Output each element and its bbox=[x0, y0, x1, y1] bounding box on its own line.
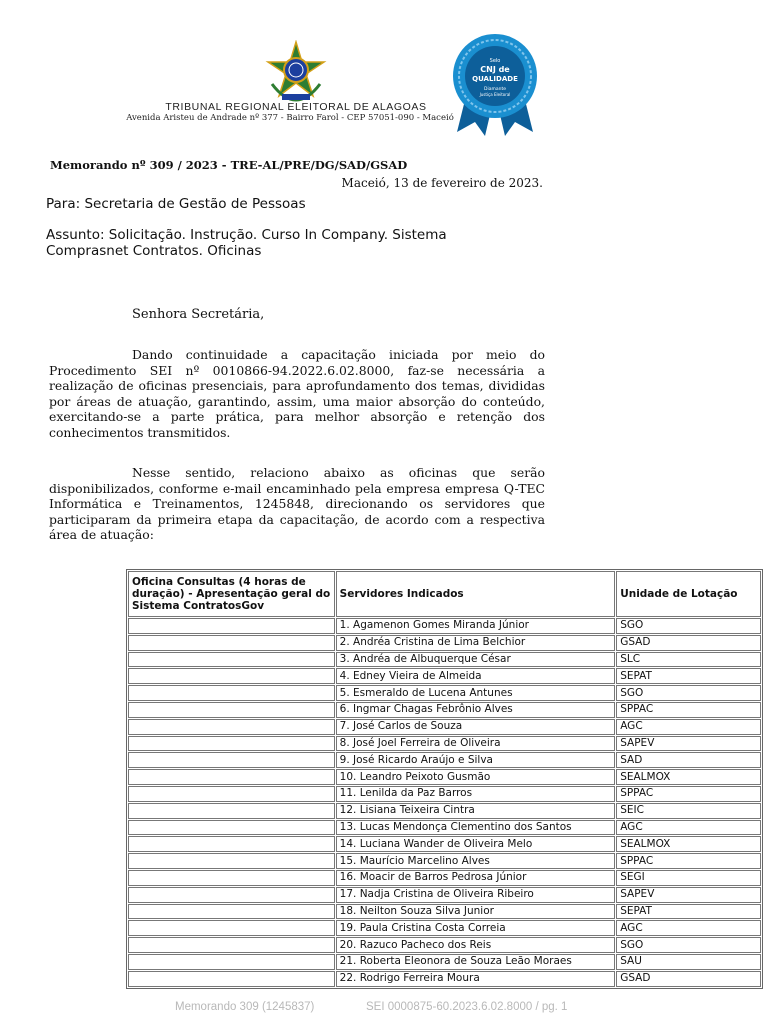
cell-workshop bbox=[128, 719, 335, 735]
cell-unit: SPPAC bbox=[616, 786, 761, 802]
table-row bbox=[128, 702, 761, 718]
footer-document-ref: Memorando 309 (1245837) bbox=[175, 1001, 315, 1013]
table-row bbox=[128, 786, 761, 802]
cell-server-name: 16. Moacir de Barros Pedrosa Júnior bbox=[336, 870, 616, 886]
table-row bbox=[128, 836, 761, 852]
cell-workshop bbox=[128, 786, 335, 802]
cell-unit: SGO bbox=[616, 685, 761, 701]
cell-server-name: 5. Esmeraldo de Lucena Antunes bbox=[336, 685, 616, 701]
table-row bbox=[128, 820, 761, 836]
cell-unit: SAD bbox=[616, 752, 761, 768]
cell-workshop bbox=[128, 702, 335, 718]
cell-server-name: 17. Nadja Cristina de Oliveira Ribeiro bbox=[336, 887, 616, 903]
cell-unit: SPPAC bbox=[616, 853, 761, 869]
table-body bbox=[128, 618, 761, 987]
cell-unit: SEPAT bbox=[616, 904, 761, 920]
memo-paragraph-1-text: Dando continuidade a capacitação iniciada por meio do Procedimento SEI nº 0010866-94.2022.6.02.8000, faz-se necessária a realização de oficinas presenciais, para aprofundamento dos temas, divididas por áreas de atuação, garantindo, assim, uma maior absorção do conteúdo, exercitando-se a parte prática, para melhor absorção e retenção dos conhecimentos transmitidos. bbox=[49, 347, 545, 440]
cell-workshop bbox=[128, 853, 335, 869]
cell-unit: SEPAT bbox=[616, 668, 761, 684]
table-row bbox=[128, 752, 761, 768]
cell-server-name: 21. Roberta Eleonora de Souza Leão Moraes bbox=[336, 954, 616, 970]
table-row bbox=[128, 887, 761, 903]
memo-paragraph-1 bbox=[49, 347, 545, 441]
table-row bbox=[128, 685, 761, 701]
cell-unit: AGC bbox=[616, 920, 761, 936]
table-row bbox=[128, 870, 761, 886]
cell-workshop bbox=[128, 820, 335, 836]
footer-process-ref: SEI 0000875-60.2023.6.02.8000 / pg. 1 bbox=[366, 1001, 568, 1013]
cell-workshop bbox=[128, 635, 335, 651]
seal-text-4: Diamante bbox=[484, 87, 506, 92]
memo-paragraph-2-text: Nesse sentido, relaciono abaixo as oficinas que serão disponibilizados, conforme e-mail encaminhado pela empresa empresa Q-TEC Informática e Treinamentos, 1245848, direcionando os servidores que participaram da primeira etapa da capacitação, de acordo com a respectiva área de atuação: bbox=[49, 465, 545, 543]
cell-workshop bbox=[128, 920, 335, 936]
table-row bbox=[128, 618, 761, 634]
cell-unit: SEALMOX bbox=[616, 836, 761, 852]
table-row bbox=[128, 937, 761, 953]
cell-server-name: 9. José Ricardo Araújo e Silva bbox=[336, 752, 616, 768]
table-row bbox=[128, 652, 761, 668]
cell-workshop bbox=[128, 769, 335, 785]
cell-server-name: 8. José Joel Ferreira de Oliveira bbox=[336, 736, 616, 752]
coat-of-arms-emblem bbox=[264, 40, 328, 104]
cell-unit: AGC bbox=[616, 820, 761, 836]
course-participants-table bbox=[126, 569, 763, 989]
cell-server-name: 19. Paula Cristina Costa Correia bbox=[336, 920, 616, 936]
cell-server-name: 4. Edney Vieira de Almeida bbox=[336, 668, 616, 684]
table-row bbox=[128, 920, 761, 936]
cell-unit: SAPEV bbox=[616, 736, 761, 752]
cell-unit: SEIC bbox=[616, 803, 761, 819]
memo-recipient: Para: Secretaria de Gestão de Pessoas bbox=[46, 196, 306, 212]
cell-workshop bbox=[128, 836, 335, 852]
cell-server-name: 1. Agamenon Gomes Miranda Júnior bbox=[336, 618, 616, 634]
table-row bbox=[128, 769, 761, 785]
memo-number: Memorando nº 309 / 2023 - TRE-AL/PRE/DG/SAD/GSAD bbox=[50, 158, 408, 172]
seal-text-3: QUALIDADE bbox=[472, 75, 518, 83]
table-row bbox=[128, 954, 761, 970]
table-row bbox=[128, 803, 761, 819]
cell-server-name: 14. Luciana Wander de Oliveira Melo bbox=[336, 836, 616, 852]
table-row bbox=[128, 971, 761, 987]
table-header-workshop: Oficina Consultas (4 horas de duração) - Apresentação geral do Sistema ContratosGov bbox=[128, 571, 335, 617]
cell-unit: SAPEV bbox=[616, 887, 761, 903]
cell-server-name: 3. Andréa de Albuquerque César bbox=[336, 652, 616, 668]
cell-unit: SLC bbox=[616, 652, 761, 668]
table-row bbox=[128, 904, 761, 920]
cell-server-name: 7. José Carlos de Souza bbox=[336, 719, 616, 735]
cell-workshop bbox=[128, 736, 335, 752]
memo-subject: Assunto: Solicitação. Instrução. Curso In Company. Sistema Comprasnet Contratos. Oficinas bbox=[46, 227, 447, 259]
seal-text-2: CNJ de bbox=[480, 65, 510, 74]
cell-workshop bbox=[128, 803, 335, 819]
table-row bbox=[128, 719, 761, 735]
cell-workshop bbox=[128, 870, 335, 886]
cell-workshop bbox=[128, 685, 335, 701]
cell-unit: SEALMOX bbox=[616, 769, 761, 785]
cell-unit: SEGI bbox=[616, 870, 761, 886]
table-row bbox=[128, 635, 761, 651]
cell-unit: SGO bbox=[616, 937, 761, 953]
cell-workshop bbox=[128, 668, 335, 684]
cell-server-name: 6. Ingmar Chagas Febrônio Alves bbox=[336, 702, 616, 718]
cell-server-name: 11. Lenilda da Paz Barros bbox=[336, 786, 616, 802]
cell-workshop bbox=[128, 752, 335, 768]
table-row bbox=[128, 853, 761, 869]
cell-server-name: 18. Neilton Souza Silva Junior bbox=[336, 904, 616, 920]
memo-salutation: Senhora Secretária, bbox=[132, 307, 265, 322]
cell-server-name: 15. Maurício Marcelino Alves bbox=[336, 853, 616, 869]
table-row bbox=[128, 736, 761, 752]
cell-workshop bbox=[128, 971, 335, 987]
table-header-row bbox=[128, 571, 761, 617]
cell-unit: SGO bbox=[616, 618, 761, 634]
org-address: Avenida Aristeu de Andrade nº 377 - Bairro Farol - CEP 57051-090 - Maceió bbox=[126, 113, 454, 123]
cell-workshop bbox=[128, 887, 335, 903]
cell-workshop bbox=[128, 954, 335, 970]
cell-unit: SAU bbox=[616, 954, 761, 970]
cell-server-name: 10. Leandro Peixoto Gusmão bbox=[336, 769, 616, 785]
cell-unit: GSAD bbox=[616, 635, 761, 651]
cell-server-name: 20. Razuco Pacheco dos Reis bbox=[336, 937, 616, 953]
cell-server-name: 12. Lisiana Teixeira Cintra bbox=[336, 803, 616, 819]
seal-text-1: Selo bbox=[489, 58, 501, 64]
memo-paragraph-2 bbox=[49, 465, 545, 543]
cell-server-name: 2. Andréa Cristina de Lima Belchior bbox=[336, 635, 616, 651]
cell-workshop bbox=[128, 652, 335, 668]
seal-text-5: Justiça Eleitoral bbox=[479, 92, 511, 97]
table-header-servers: Servidores Indicados bbox=[336, 571, 616, 617]
cell-workshop bbox=[128, 904, 335, 920]
cell-unit: AGC bbox=[616, 719, 761, 735]
table-row bbox=[128, 668, 761, 684]
memo-date: Maceió, 13 de fevereiro de 2023. bbox=[341, 176, 543, 190]
cell-workshop bbox=[128, 618, 335, 634]
table-header-unit: Unidade de Lotação bbox=[616, 571, 761, 617]
org-name: TRIBUNAL REGIONAL ELEITORAL DE ALAGOAS bbox=[165, 101, 427, 113]
cell-unit: SPPAC bbox=[616, 702, 761, 718]
cell-workshop bbox=[128, 937, 335, 953]
cell-server-name: 13. Lucas Mendonça Clementino dos Santos bbox=[336, 820, 616, 836]
cell-server-name: 22. Rodrigo Ferreira Moura bbox=[336, 971, 616, 987]
cell-unit: GSAD bbox=[616, 971, 761, 987]
